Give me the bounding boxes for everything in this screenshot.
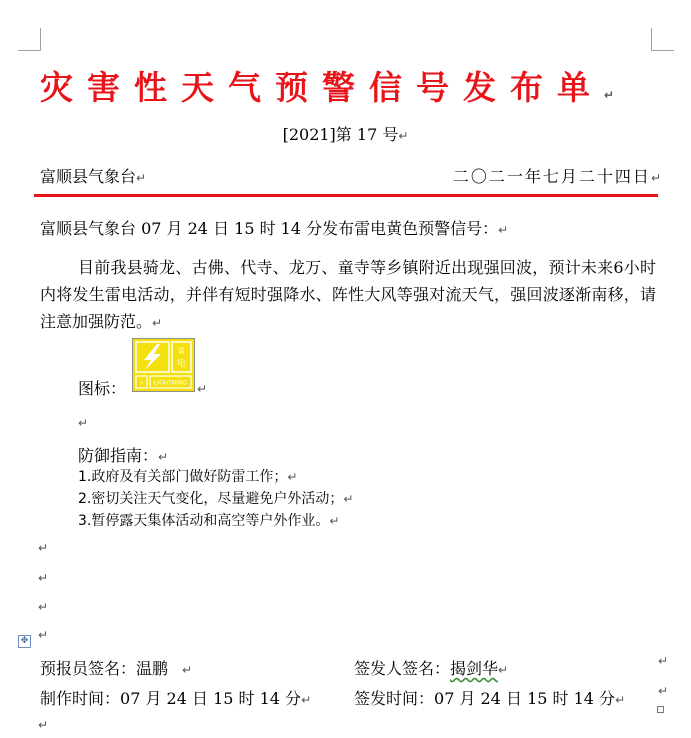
list-item: 1.政府及有关部门做好防雷工作；↵ xyxy=(78,469,298,485)
list-item: 2.密切关注天气变化，尽量避免户外活动；↵ xyxy=(78,491,354,507)
issue-date: 二〇二一年七月二十四日↵ xyxy=(452,167,663,186)
production-time: 制作时间：07 月 24 日 15 时 14 分↵ xyxy=(40,689,312,708)
icon-english-label: LIGHTNING xyxy=(153,379,188,387)
lightning-icon-graphic xyxy=(133,339,194,391)
issuer-name: 富顺县气象台↵ xyxy=(40,167,147,186)
paragraph-mark: ↵ xyxy=(197,382,208,396)
svg-text:⚡: ⚡ xyxy=(139,380,144,387)
red-divider xyxy=(34,194,658,197)
warning-body-paragraph: 目前我县骑龙、古佛、代寺、龙万、童寺等乡镇附近出现强回波，预计未来6小时内将发生雷电活动，并伴有短时强降水、阵性大风等强对流天气，强回波逐渐南移，请注意加强防范。↵ xyxy=(40,258,656,331)
row-end-marker xyxy=(657,706,664,713)
cell-end-mark: ↵ xyxy=(658,654,669,668)
forecaster-signature: 预报员签名：温鹏 ↵ xyxy=(40,659,193,678)
crop-mark-top-left xyxy=(18,28,41,51)
icon-chinese-top: 雷 xyxy=(178,347,185,355)
paragraph-mark: ↵ xyxy=(38,571,49,585)
icon-label: 图标： xyxy=(78,379,127,398)
issue-time: 签发时间：07 月 24 日 15 时 14 分↵ xyxy=(354,689,626,708)
document-title: 灾害性天气预警信号发布单↵ xyxy=(40,68,629,107)
paragraph-mark: ↵ xyxy=(38,718,49,732)
paragraph-mark: ↵ xyxy=(38,628,49,642)
lightning-yellow-warning-icon xyxy=(132,338,195,392)
table-move-handle-icon[interactable]: ✥ xyxy=(18,635,31,648)
crop-mark-top-right xyxy=(651,28,674,51)
warning-lead-sentence: 富顺县气象台 07 月 24 日 15 时 14 分发布雷电黄色预警信号：↵ xyxy=(40,219,509,238)
signer-signature: 签发人签名：揭剑华↵ xyxy=(354,659,509,678)
list-item: 3.暂停露天集体活动和高空等户外作业。↵ xyxy=(78,513,340,529)
paragraph-mark: ↵ xyxy=(38,600,49,614)
document-number: [2021]第 17 号↵ xyxy=(282,125,409,144)
paragraph-mark: ↵ xyxy=(38,541,49,555)
defense-guide-list xyxy=(78,466,353,532)
defense-guide-title: 防御指南：↵ xyxy=(78,446,169,465)
paragraph-mark: ↵ xyxy=(78,416,89,430)
cell-end-mark: ↵ xyxy=(658,684,669,698)
icon-chinese-bottom: 电 xyxy=(176,359,187,369)
